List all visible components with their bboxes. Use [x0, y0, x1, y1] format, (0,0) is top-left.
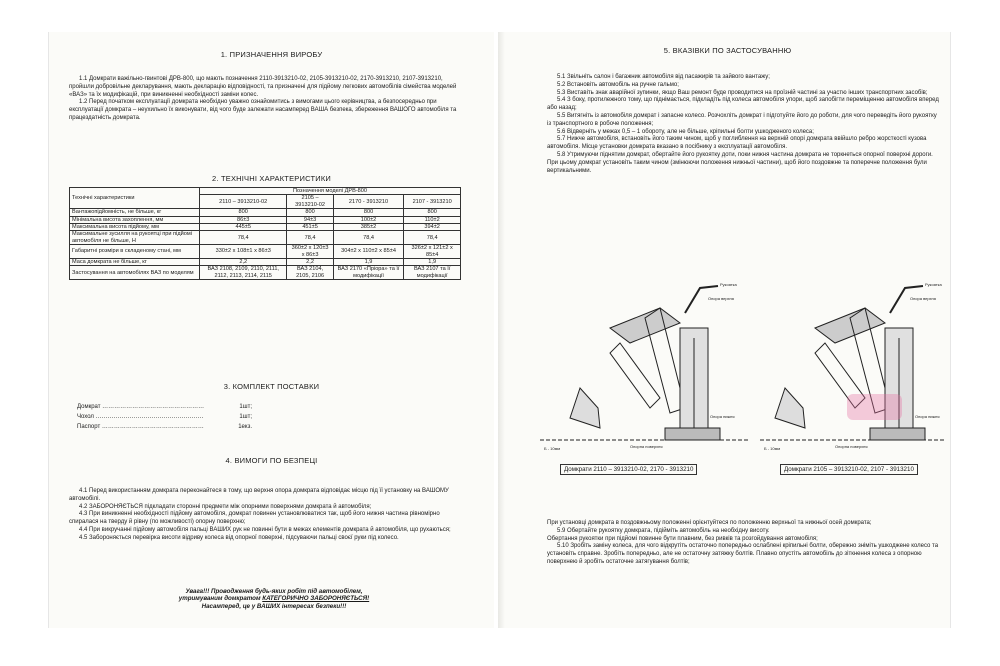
table-row	[70, 245, 461, 259]
spec-row-label: Маса домкрата не більше, кг	[70, 259, 200, 266]
figure-caption-1: Домкрати 2110 – 3913210-02, 2170 - 3913210	[560, 464, 697, 475]
table-row	[70, 231, 461, 245]
spec-cell: 86±3	[200, 216, 287, 223]
fig1-label-lower: Опора нижня	[710, 414, 735, 419]
fig2-label-surface: Опорна поверхня	[835, 444, 868, 449]
paragraph-5-8: 5.8 Утримуючи піднятим домкрат, обертайте його рукоятку доти, поки нижня частина домкрата не торкнеться опорної поверхні дороги.	[557, 151, 933, 158]
section-5-body	[547, 74, 942, 175]
spec-cell: 304±2 х 110±2 х 85±4	[333, 245, 404, 259]
upper-support	[815, 308, 885, 343]
warning-line-3: Насамперед, це у ВАШИХ інтересах безпеки!!!	[201, 602, 347, 610]
kit-item: Чохол ……………………………………………… 1шт;	[77, 414, 252, 420]
lower-support	[665, 428, 720, 440]
warning-line-1: Увага!!! Проводження будь-яких робіт під автомобілем,	[185, 588, 363, 595]
paragraph-5-5: 5.5 Витягніть із автомобіля домкрат і запасне колесо. Розчохліть домкрат і підготуйте його до роботи, для чого переведіть його рукоятку із транспортного в робоче положення;	[547, 112, 937, 127]
paragraph-5-1: 5.1 Звільніть салон і багажник автомобіля від пасажирів та зайвого вантажу;	[557, 74, 770, 80]
kit-item-name: Домкрат	[77, 404, 101, 410]
paragraph-4-2: 4.2 ЗАБОРОНЯЄТЬСЯ підкладати сторонні предмети між опорними поверхнями домкрата й автомобіля;	[79, 503, 372, 510]
spec-cell: 330±2 х 108±1 х 86±3	[200, 245, 287, 259]
spec-model-2: 2105 – 3913210-02	[287, 195, 333, 209]
spec-cell: 1,9	[404, 259, 461, 266]
right-page	[505, 32, 951, 628]
spec-row-label: Мінімальна висота захоплення, мм	[70, 216, 200, 223]
spec-cell: ВАЗ 2104, 2105, 2106	[287, 266, 333, 280]
section-4-title: 4. ВИМОГИ ПО БЕЗПЕЦІ	[225, 456, 318, 465]
spec-row-label: Застосування на автомобілях ВАЗ по моделям	[70, 266, 200, 280]
table-row	[70, 266, 461, 280]
fig2-label-gap: Б - 10мм	[764, 446, 781, 451]
paragraph-orientation: При установці домкрата в поздовжньому положенні орієнтуйтеся по положенню верхньої та нижньої осей домкрата;	[547, 520, 872, 526]
paragraph-1-1: 1.1 Домкрати важільно-гвинтові ДРВ-800, що мають позначення 2110-3913210-02, 2105-3913210-02, 2170-3913210, 2107-3913210, пройшли добровільне декларування, мають декларацію відповідності, та призначені для підйому легкових автомобілів сімейства моделей «ВАЗ» та їх модифікацій, при виникненні необхідності заміни колес.	[69, 76, 457, 98]
kit-item-qty: 1шт;	[239, 414, 252, 420]
left-page	[48, 32, 494, 628]
section-2-title: 2. ТЕХНІЧНІ ХАРАКТЕРИСТИКИ	[212, 174, 331, 183]
jack-diagram-1	[540, 268, 755, 478]
upper-support	[610, 308, 680, 343]
paragraph-5-7: 5.7 Нижче автомобіля, встановіть його таким чином, щоб у поглиблення на верхній опорі домкрата ввійшло ребро жорсткості кузова автомобіля. Місце установки домкрата вказано в посібнику з експлуатації автомобіля.	[547, 136, 927, 151]
fig2-label-lower: Опора нижня	[915, 414, 940, 419]
spec-cell: 78,4	[333, 231, 404, 245]
fig1-label-upper: Опора верхня	[708, 296, 734, 301]
spec-cell: 385±2	[333, 224, 404, 231]
jack-diagram-2	[760, 268, 950, 478]
fig2-label-upper: Опора верхня	[910, 296, 936, 301]
lever-arm	[610, 343, 660, 408]
spec-cell: 800	[333, 209, 404, 216]
spec-row-label: Максимальна висота підйому, мм	[70, 224, 200, 231]
spec-cell: 1,9	[333, 259, 404, 266]
fig1-label-handle: Рукоятка	[720, 282, 737, 287]
spec-cell: 394±2	[404, 224, 461, 231]
warning-block	[169, 588, 379, 610]
fig2-label-handle: Рукоятка	[925, 282, 942, 287]
section-5-title: 5. ВКАЗІВКИ ПО ЗАСТОСУВАННЮ	[663, 46, 792, 55]
spec-header-left: Технічні характеристики	[70, 188, 200, 209]
section-1-title: 1. ПРИЗНАЧЕННЯ ВИРОБУ	[220, 50, 323, 59]
kit-item-name: Чохол	[77, 414, 94, 420]
spec-cell: 78,4	[404, 231, 461, 245]
spec-cell: 78,4	[287, 231, 333, 245]
figure-caption-2: Домкрати 2105 – 3913210-02, 2107 - 3913210	[780, 464, 918, 475]
wheel-part	[570, 388, 600, 428]
wheel-part	[775, 388, 805, 428]
spec-cell: 94±3	[287, 216, 333, 223]
spec-row-label: Габаритні розміри в складеному стані, мм	[70, 245, 200, 259]
spec-cell: 445±5	[200, 224, 287, 231]
paragraph-1-2: 1.2 Перед початком експлуатації домкрата необхідно уважно ознайомитись з вимогами цього керівництва, а безпосередньо при експлуатації домкрата – неухильно їх виконувати, від чого буде залежати насамперед ВАША безпека, збереження ВАШОГО автомобіля та працездатність домкрата.	[69, 99, 457, 121]
spec-row-label: Вантажопідйомність, не більше, кг	[70, 209, 200, 216]
section-5-continued	[547, 520, 942, 567]
warning-line-2-start: утримуваним домкратом	[178, 595, 263, 603]
paragraph-5-6: 5.6 Відверніть у межах 0,5 – 1 обороту, але не більше, кріпильні болти ушкодженого колеса;	[557, 128, 814, 135]
section-3-title: 3. КОМПЛЕКТ ПОСТАВКИ	[223, 382, 320, 391]
page-fold-shadow	[498, 32, 505, 628]
spec-cell: 2,2	[200, 259, 287, 266]
paragraph-4-1: 4.1 Перед використанням домкрата переконайтеся в тому, що верхня опора домкрата відповідає місцю під її установку на ВАШОМУ автомобілі.	[69, 488, 449, 502]
warning-line-2	[169, 595, 379, 602]
kit-item-name: Паспорт	[77, 424, 101, 430]
table-row	[70, 259, 461, 266]
section-1-body	[69, 76, 469, 123]
paragraph-5-10: 5.10 Зробіть заміну колеса, для чого відкрутіть остаточно попередньо ослаблені кріпильні болти, обережно зніміть ушкоджене колесо та установіть справне. Зробіть попередньо, але не остаточну затяжку болтів. Плавно опустіть автомобіль до зіткнення колеса з опорною поверхнею й зробіть остаточне затягування болтів;	[547, 543, 939, 565]
table-row	[70, 216, 461, 223]
paragraph-5-9-note: Обертання рукоятки при підйомі повинне бути плавним, без ривків та розгойдування автомобіля;	[547, 535, 818, 542]
kit-item-qty: 1екз.	[238, 424, 252, 430]
paragraph-4-3: 4.3 При виникненні необхідності підйому автомобіля, домкрат повинен установлюватися так, щоб його нижня частина рівномірно спиралася на тверду й рівну (по можливості) опорну поверхню;	[69, 511, 440, 526]
spec-cell: 326±2 х 121±2 х 85±4	[404, 245, 461, 259]
spec-cell: ВАЗ 2170 «Пріора» та її модифікації	[333, 266, 404, 280]
spec-row-label: Максимальне зусилля на рукоятці при підйомі автомобіля не більше, Н	[70, 231, 200, 245]
spec-cell: 2,2	[287, 259, 333, 266]
spec-model-4: 2107 - 3913210	[404, 195, 461, 209]
pink-stamp	[847, 394, 902, 420]
spec-model-1: 2110 – 3913210-02	[200, 195, 287, 209]
spec-cell: 110±2	[404, 216, 461, 223]
paragraph-5-4: 5.4 З боку, протилежного тому, що піднімається, підкладіть під колеса автомобіля упори, щоб запобігти переміщенню автомобіля вперед або назад;	[547, 97, 939, 112]
kit-item-qty: 1шт;	[239, 404, 252, 410]
paragraph-5-8-note: При цьому домкрат установіть таким чином (змінюючи положення нижньої частини), щоб його поздовжне та поперечне положення були вертикальними.	[547, 159, 927, 174]
kit-item: Паспорт …………………………………………… 1екз.	[77, 424, 252, 430]
spec-cell: 451±5	[287, 224, 333, 231]
spec-cell: 360±2 х 120±3 х 86±3	[287, 245, 333, 259]
table-row	[70, 209, 461, 216]
fig1-label-surface: Опорна поверхня	[630, 444, 663, 449]
spec-header-group: Позначення моделі ДРВ-800	[200, 188, 461, 195]
paragraph-5-9: 5.9 Обертайте рукоятку домкрата, підійміть автомобіль на необхідну висоту.	[557, 527, 770, 534]
paragraph-5-2: 5.2 Встановіть автомобіль на ручне гальмо;	[557, 81, 679, 88]
spec-model-3: 2170 - 3913210	[333, 195, 404, 209]
paragraph-4-5: 4.5 Забороняється перевірка висоти відриву колеса від опорної поверхні, підсуваючи пальці своєї руки під колесо.	[79, 534, 399, 541]
spec-table	[69, 187, 461, 280]
spec-cell: 100±2	[333, 216, 404, 223]
spec-cell: ВАЗ 2107 та її модифікації	[404, 266, 461, 280]
paragraph-5-3: 5.3 Виставіть знак аварійної зупинки, якщо Ваш ремонт буде проводитися на проїзній частині за участю інших транспортних засобів;	[557, 89, 928, 96]
fig1-label-gap: Б - 10мм	[544, 446, 561, 451]
paragraph-4-4: 4.4 При викручанні підйому автомобіля пальці ВАШИХ рук не повинні бути в межах елементів домкрата й автомобіля, що рухаються;	[79, 526, 451, 533]
spec-cell: 800	[200, 209, 287, 216]
spec-cell: 800	[404, 209, 461, 216]
kit-item: Домкрат …………………………………………… 1шт;	[77, 404, 252, 410]
section-4-body	[69, 488, 469, 543]
lower-support	[870, 428, 925, 440]
table-row	[70, 224, 461, 231]
spec-cell: 78,4	[200, 231, 287, 245]
spec-cell: ВАЗ 2108, 2109, 2110, 2111, 2112, 2113, 2114, 2115	[200, 266, 287, 280]
warning-emphasis: КАТЕГОРИЧНО ЗАБОРОНЯЄТЬСЯ!	[262, 595, 370, 603]
spec-cell: 800	[287, 209, 333, 216]
